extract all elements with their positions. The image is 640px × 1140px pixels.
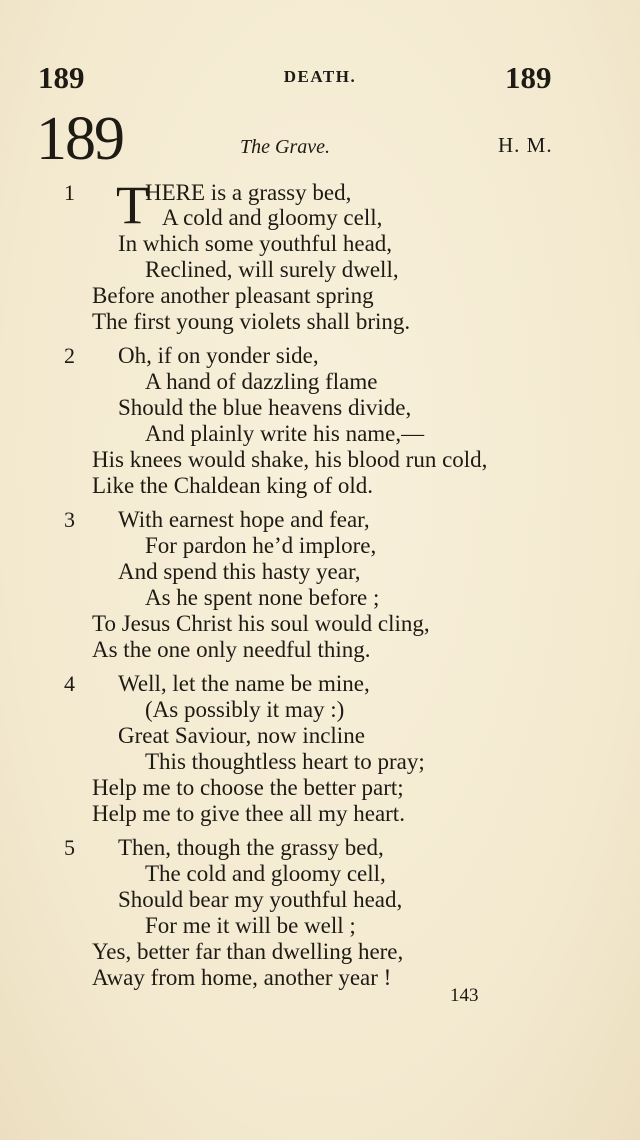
stanza-4-number: 4: [64, 671, 75, 696]
stanza-4-line-6: Help me to give thee all my heart.: [92, 801, 405, 826]
stanza-1-line-2: A cold and gloomy cell,: [162, 205, 383, 230]
stanza-3-line-4: As he spent none before ;: [145, 585, 380, 610]
stanza-1-line-6: The first young violets shall bring.: [92, 309, 411, 334]
stanza-5-line-1: Then, though the grassy bed,: [118, 835, 384, 860]
stanza-3-line-6: As the one only needful thing.: [92, 637, 371, 662]
stanza-4-line-4: This thoughtless heart to pray;: [145, 749, 425, 774]
stanza-2-line-5: His knees would shake, his blood run cold,: [92, 447, 488, 472]
stanza-2-number: 2: [64, 343, 75, 368]
hymn-number: 189: [36, 105, 123, 173]
stanza-3-line-1: With earnest hope and fear,: [118, 507, 370, 532]
running-head-right-number: 189: [505, 60, 552, 95]
stanza-1-line-5: Before another pleasant spring: [92, 283, 374, 308]
stanza-3-line-5: To Jesus Christ his soul would cling,: [92, 611, 430, 636]
page-number: 143: [450, 985, 479, 1006]
stanza-1-number: 1: [64, 180, 75, 205]
stanza-4-line-3: Great Saviour, now incline: [118, 723, 365, 748]
running-head-left-number: 189: [38, 60, 85, 95]
stanza-2-line-3: Should the blue heavens divide,: [118, 395, 412, 420]
stanza-5-line-5: Yes, better far than dwelling here,: [92, 939, 404, 964]
hymn-title: The Grave.: [240, 136, 330, 158]
stanza-4-line-2: (As possibly it may :): [145, 697, 345, 722]
stanza-5-line-2: The cold and gloomy cell,: [145, 861, 386, 886]
running-head-title: DEATH.: [283, 67, 357, 86]
stanza-2-line-1: Oh, if on yonder side,: [118, 343, 319, 368]
stanza-4-line-1: Well, let the name be mine,: [118, 671, 370, 696]
stanza-5-line-3: Should bear my youthful head,: [118, 887, 403, 912]
hymn-meter: H. M.: [498, 133, 553, 157]
stanza-2-line-2: A hand of dazzling flame: [145, 369, 378, 394]
stanza-5-line-6: Away from home, another year !: [92, 965, 392, 990]
stanza-1-line-1: HERE is a grassy bed,: [145, 180, 352, 205]
stanza-1-line-3: In which some youthful head,: [118, 231, 393, 256]
stanza-2-line-4: And plainly write his name,—: [145, 421, 425, 446]
stanza-2-line-6: Like the Chaldean king of old.: [92, 473, 374, 498]
stanza-3-line-2: For pardon he’d implore,: [145, 533, 377, 558]
stanza-3-line-3: And spend this hasty year,: [118, 559, 361, 584]
stanza-4-line-5: Help me to choose the better part;: [92, 775, 404, 800]
stanza-1-line-4: Reclined, will surely dwell,: [145, 257, 399, 282]
stanza-3-number: 3: [64, 507, 75, 532]
stanza-5-number: 5: [64, 835, 75, 860]
drop-cap: T: [116, 175, 149, 235]
stanza-5-line-4: For me it will be well ;: [145, 913, 356, 938]
